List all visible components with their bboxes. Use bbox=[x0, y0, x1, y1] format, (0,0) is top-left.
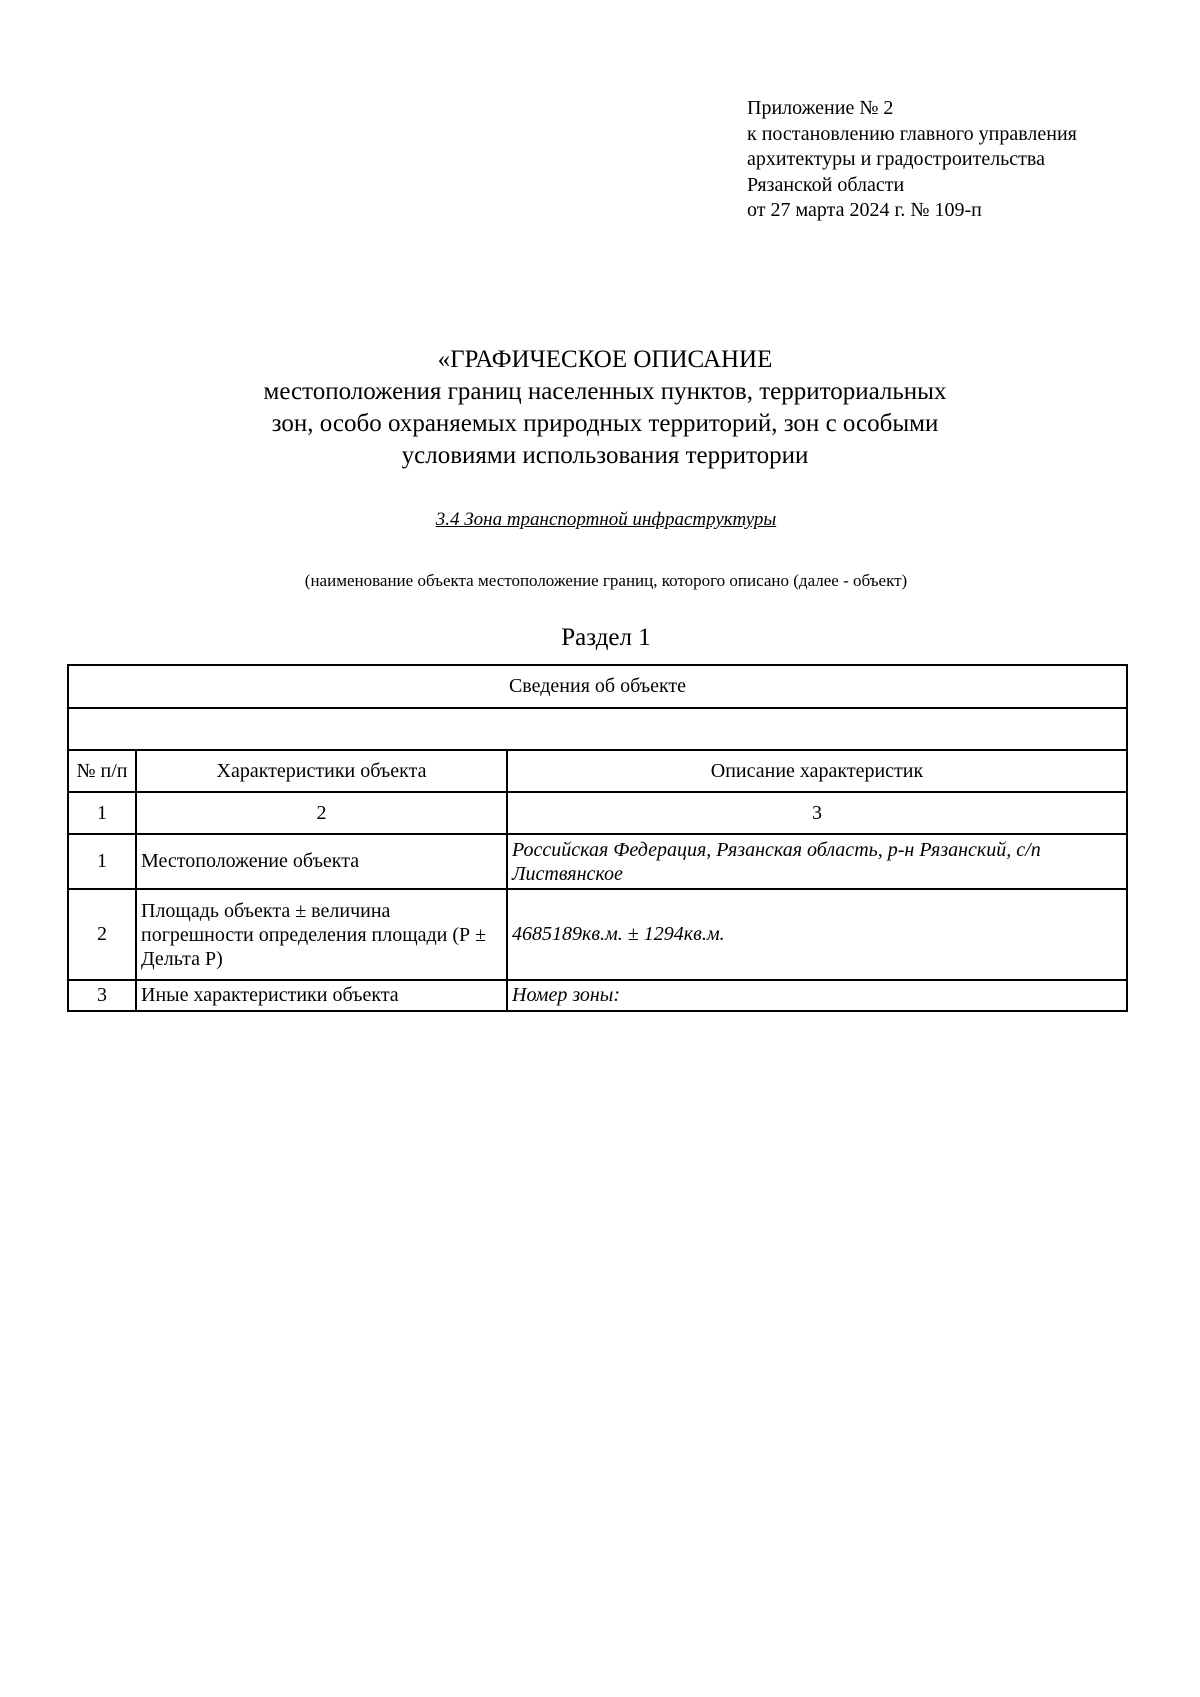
row-characteristic: Площадь объекта ± величина погрешности определения площади (Р ± Дельта Р) bbox=[136, 889, 507, 980]
appendix-note bbox=[747, 96, 1077, 224]
title-line: зон, особо охраняемых природных территорий, зон с особыми bbox=[271, 410, 939, 437]
row-description: Российская Федерация, Рязанская область, р-н Рязанский, с/п Листвянское bbox=[507, 834, 1127, 889]
appendix-line: архитектуры и градостроительства bbox=[747, 148, 1045, 170]
table-row bbox=[68, 889, 1127, 980]
empty-cell bbox=[68, 708, 1127, 750]
row-description: 4685189кв.м. ± 1294кв.м. bbox=[507, 889, 1127, 980]
column-number-1: 1 bbox=[68, 792, 136, 834]
object-info-table bbox=[67, 664, 1128, 1012]
appendix-line: от 27 марта 2024 г. № 109-п bbox=[747, 199, 982, 221]
appendix-line: Приложение № 2 bbox=[747, 97, 894, 119]
row-number: 1 bbox=[68, 834, 136, 889]
title-line: «ГРАФИЧЕСКОЕ ОПИСАНИЕ bbox=[437, 346, 773, 373]
header-number: № п/п bbox=[68, 750, 136, 792]
header-characteristic: Характеристики объекта bbox=[136, 750, 507, 792]
appendix-line: к постановлению главного управления bbox=[747, 122, 1077, 145]
column-number-3: 3 bbox=[507, 792, 1127, 834]
table-header-row bbox=[68, 750, 1127, 792]
object-name-caption: (наименование объекта местоположение границ, которого описано (далее - объект) bbox=[304, 571, 908, 590]
title-line: местоположения границ населенных пунктов, территориальных bbox=[263, 378, 947, 405]
row-characteristic: Местоположение объекта bbox=[136, 834, 507, 889]
row-description: Номер зоны: bbox=[507, 980, 1127, 1011]
column-number-2: 2 bbox=[136, 792, 507, 834]
table-numbering-row bbox=[68, 792, 1127, 834]
title-line: условиями использования территории bbox=[401, 442, 809, 469]
table-row bbox=[68, 834, 1127, 889]
row-number: 2 bbox=[68, 889, 136, 980]
table-title-row bbox=[68, 665, 1127, 708]
row-number: 3 bbox=[68, 980, 136, 1011]
object-name: 3.4 Зона транспортной инфраструктуры bbox=[435, 509, 777, 530]
section-title: Раздел 1 bbox=[561, 624, 651, 651]
document-title bbox=[0, 344, 1200, 472]
table-title: Сведения об объекте bbox=[68, 665, 1127, 708]
appendix-line: Рязанской области bbox=[747, 173, 905, 196]
table-empty-row bbox=[68, 708, 1127, 750]
header-description: Описание характеристик bbox=[507, 750, 1127, 792]
row-characteristic: Иные характеристики объекта bbox=[136, 980, 507, 1011]
table-row bbox=[68, 980, 1127, 1011]
